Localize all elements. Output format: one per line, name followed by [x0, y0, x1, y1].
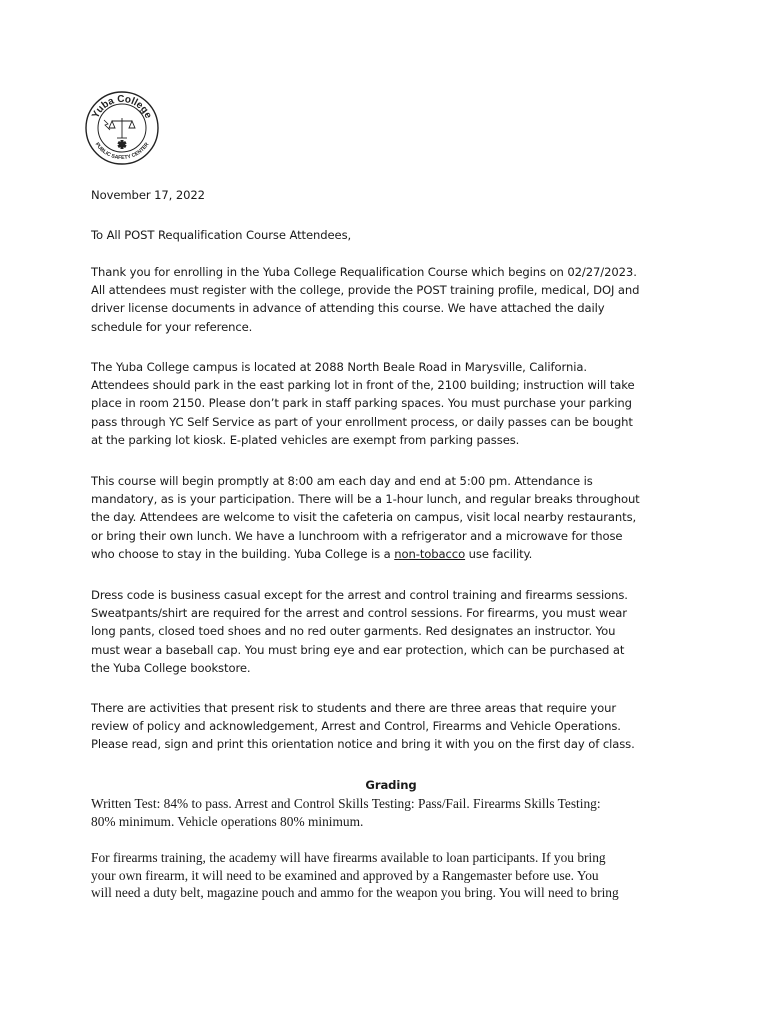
text-line: schedule for your reference.: [91, 319, 253, 334]
letter-date: November 17, 2022: [91, 188, 205, 202]
star-of-life-icon: [117, 140, 126, 149]
text-segment: use facility.: [465, 546, 533, 561]
text-line: Thank you for enrolling in the Yuba College Requalification Course which begins on 02/27/2023.: [91, 265, 637, 279]
text-line: mandatory, as is your participation. There will be a 1-hour lunch, and regular breaks throughout: [91, 492, 640, 507]
paragraph-dress-code: [91, 586, 691, 677]
lightning-icon: [104, 120, 110, 130]
letter-salutation: To All POST Requalification Course Attendees,: [91, 228, 352, 242]
text-line: pass through YC Self Service as part of your enrollment process, or daily passes can be bought: [91, 414, 633, 429]
text-line: Attendees should park in the east parking lot in front of the, 2100 building; instruction will take: [91, 378, 635, 393]
seal-top-text: Yuba College: [90, 93, 154, 121]
paragraph-schedule: [91, 472, 691, 563]
text-line: This course will begin promptly at 8:00 am each day and end at 5:00 pm. Attendance is: [91, 474, 593, 488]
text-line: For firearms training, the academy will have firearms available to loan participants. If you bring: [91, 850, 606, 865]
text-line: at the parking lot kiosk. E-plated vehicles are exempt from parking passes.: [91, 432, 520, 447]
text-line: must wear a baseball cap. You must bring eye and ear protection, which can be purchased at: [91, 642, 625, 657]
text-line: 80% minimum. Vehicle operations 80% minimum.: [91, 813, 364, 829]
text-line: Written Test: 84% to pass. Arrest and Control Skills Testing: Pass/Fail. Firearms Skills Testing:: [91, 796, 601, 811]
text-line: Please read, sign and print this orientation notice and bring it with you on the first day of class.: [91, 737, 635, 752]
text-line: the Yuba College bookstore.: [91, 660, 251, 675]
text-line: long pants, closed toed shoes and no red outer garments. Red designates an instructor. You: [91, 624, 616, 639]
grading-heading: Grading: [365, 778, 417, 792]
text-line: the day. Attendees are welcome to visit the cafeteria on campus, visit local nearby restaurants,: [91, 510, 637, 525]
text-line: your own firearm, it will need to be examined and approved by a Rangemaster before use. You: [91, 867, 599, 883]
text-line: Dress code is business casual except for the arrest and control training and firearms sessions.: [91, 588, 628, 602]
paragraph-firearms: [91, 849, 691, 902]
text-line: driver license documents in advance of attending this course. We have attached the daily: [91, 301, 605, 316]
text-line: There are activities that present risk to students and there are three areas that require your: [91, 701, 617, 715]
seal-bottom-text: PUBLIC SAFETY CENTER: [93, 141, 151, 162]
text-segment: who choose to stay in the building. Yuba College is a: [91, 546, 395, 561]
scales-of-justice-icon: [109, 118, 135, 138]
paragraph-enrollment: [91, 263, 691, 336]
text-line: All attendees must register with the college, provide the POST training profile, medical, DOJ and: [91, 283, 640, 298]
yuba-college-seal-logo: [84, 90, 160, 166]
text-line: The Yuba College campus is located at 2088 North Beale Road in Marysville, California.: [91, 360, 587, 374]
paragraph-risk-acknowledgement: [91, 699, 691, 754]
text-line: review of policy and acknowledgement, Arrest and Control, Firearms and Vehicle Operations.: [91, 719, 621, 734]
svg-text:Yuba College: [90, 94, 154, 121]
paragraph-grading: [91, 795, 691, 830]
text-line: [91, 545, 691, 563]
text-line: will need a duty belt, magazine pouch and ammo for the weapon you bring. You will need to bring: [91, 885, 619, 900]
text-line: Sweatpants/shirt are required for the arrest and control sessions. For firearms, you must wear: [91, 606, 627, 621]
paragraph-campus-parking: [91, 358, 691, 449]
non-tobacco-underlined: non-tobacco: [394, 546, 466, 561]
text-line: or bring their own lunch. We have a lunchroom with a refrigerator and a microwave for those: [91, 528, 623, 543]
text-line: place in room 2150. Please don’t park in staff parking spaces. You must purchase your parking: [91, 396, 632, 411]
